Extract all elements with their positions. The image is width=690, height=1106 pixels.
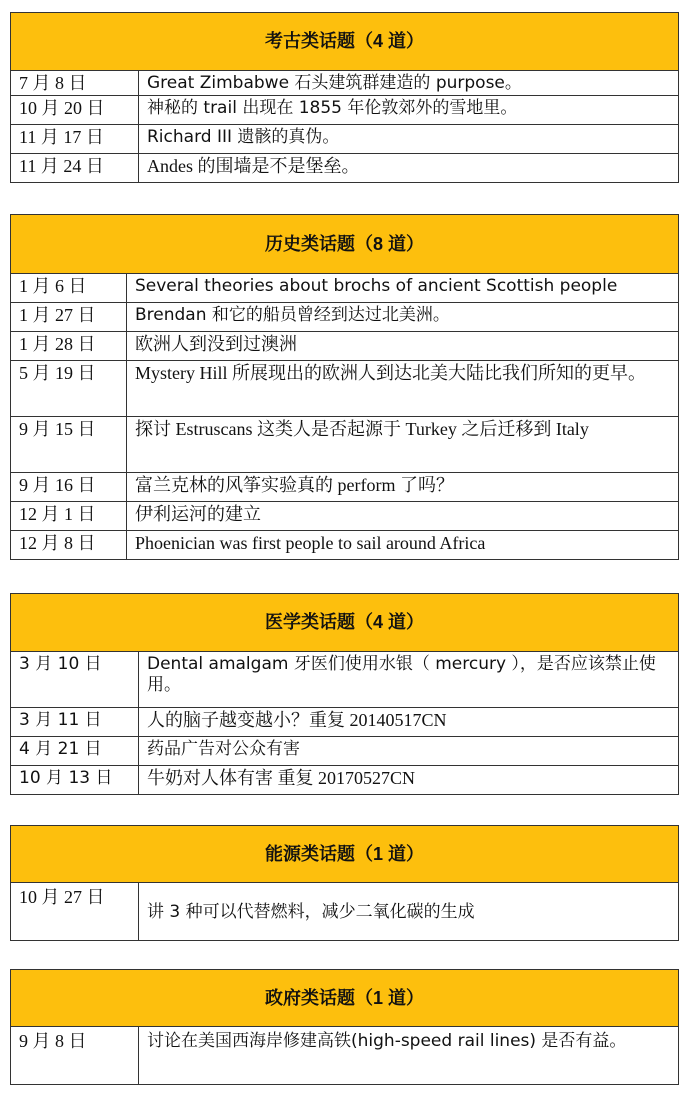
table-row xyxy=(11,883,679,941)
table-row xyxy=(11,737,679,766)
table-row xyxy=(11,274,679,303)
topic-cell: 探讨 Estruscans 这类人是否起源于 Turkey 之后迁移到 Italy xyxy=(127,417,679,473)
date-cell: 12 月 8 日 xyxy=(11,531,127,560)
date-cell: 1 月 27 日 xyxy=(11,303,127,332)
topic-cell: Andes 的围墙是不是堡垒。 xyxy=(139,154,679,183)
table-row xyxy=(11,473,679,502)
topic-cell: 药品广告对公众有害 xyxy=(139,737,679,766)
topic-cell: Brendan 和它的船员曾经到达过北美洲。 xyxy=(127,303,679,332)
date-cell: 5 月 19 日 xyxy=(11,361,127,417)
table-row xyxy=(11,652,679,708)
table-row xyxy=(11,417,679,473)
section-energy xyxy=(10,825,678,941)
table-row xyxy=(11,332,679,361)
date-cell: 11 月 17 日 xyxy=(11,125,139,154)
date-cell: 10 月 27 日 xyxy=(11,883,139,941)
topic-cell: 人的脑子越变越小？重复 20140517CN xyxy=(139,708,679,737)
section-archaeology xyxy=(10,12,678,183)
table-row xyxy=(11,71,679,96)
section-history xyxy=(10,214,678,560)
date-cell: 10 月 13 日 xyxy=(11,766,139,795)
topic-cell: Richard III 遗骸的真伪。 xyxy=(139,125,679,154)
topic-cell: 神秘的 trail 出现在 1855 年伦敦郊外的雪地里。 xyxy=(139,96,679,125)
section-title: 考古类话题（4 道） xyxy=(11,13,679,71)
topic-table xyxy=(10,593,679,795)
table-row xyxy=(11,531,679,560)
section-title: 政府类话题（1 道） xyxy=(11,970,679,1027)
date-cell: 10 月 20 日 xyxy=(11,96,139,125)
date-cell: 3 月 11 日 xyxy=(11,708,139,737)
topic-cell: Great Zimbabwe 石头建筑群建造的 purpose。 xyxy=(139,71,679,96)
topic-cell: Dental amalgam 牙医们使用水银（ mercury ），是否应该禁止使用。 xyxy=(139,652,679,708)
section-title: 能源类话题（1 道） xyxy=(11,826,679,883)
section-title: 医学类话题（4 道） xyxy=(11,594,679,652)
topic-cell: Phoenician was first people to sail around Africa xyxy=(127,531,679,560)
table-row xyxy=(11,154,679,183)
table-row xyxy=(11,303,679,332)
topic-cell: 讲 3 种可以代替燃料，减少二氧化碳的生成 xyxy=(139,883,679,941)
topic-cell: 富兰克林的风筝实验真的 perform 了吗？ xyxy=(127,473,679,502)
topic-cell: 牛奶对人体有害 重复 20170527CN xyxy=(139,766,679,795)
table-row xyxy=(11,125,679,154)
date-cell: 7 月 8 日 xyxy=(11,71,139,96)
date-cell: 1 月 6 日 xyxy=(11,274,127,303)
table-row xyxy=(11,96,679,125)
table-row xyxy=(11,502,679,531)
date-cell: 9 月 15 日 xyxy=(11,417,127,473)
section-title: 历史类话题（8 道） xyxy=(11,215,679,274)
date-cell: 12 月 1 日 xyxy=(11,502,127,531)
date-cell: 11 月 24 日 xyxy=(11,154,139,183)
topic-table xyxy=(10,969,679,1085)
topic-cell: 欧洲人到没到过澳洲 xyxy=(127,332,679,361)
date-cell: 3 月 10 日 xyxy=(11,652,139,708)
topic-cell: Mystery Hill 所展现出的欧洲人到达北美大陆比我们所知的更早。 xyxy=(127,361,679,417)
date-cell: 4 月 21 日 xyxy=(11,737,139,766)
date-cell: 9 月 8 日 xyxy=(11,1027,139,1085)
section-medicine xyxy=(10,593,678,795)
date-cell: 1 月 28 日 xyxy=(11,332,127,361)
table-row xyxy=(11,708,679,737)
topic-cell: 伊利运河的建立 xyxy=(127,502,679,531)
topic-cell: Several theories about brochs of ancient Scottish people xyxy=(127,274,679,303)
section-government xyxy=(10,969,678,1085)
table-row xyxy=(11,1027,679,1085)
topic-table xyxy=(10,214,679,560)
topic-table xyxy=(10,12,679,183)
topic-table xyxy=(10,825,679,941)
date-cell: 9 月 16 日 xyxy=(11,473,127,502)
table-row xyxy=(11,361,679,417)
topic-cell: 讨论在美国西海岸修建高铁(high-speed rail lines) 是否有益。 xyxy=(139,1027,679,1085)
table-row xyxy=(11,766,679,795)
